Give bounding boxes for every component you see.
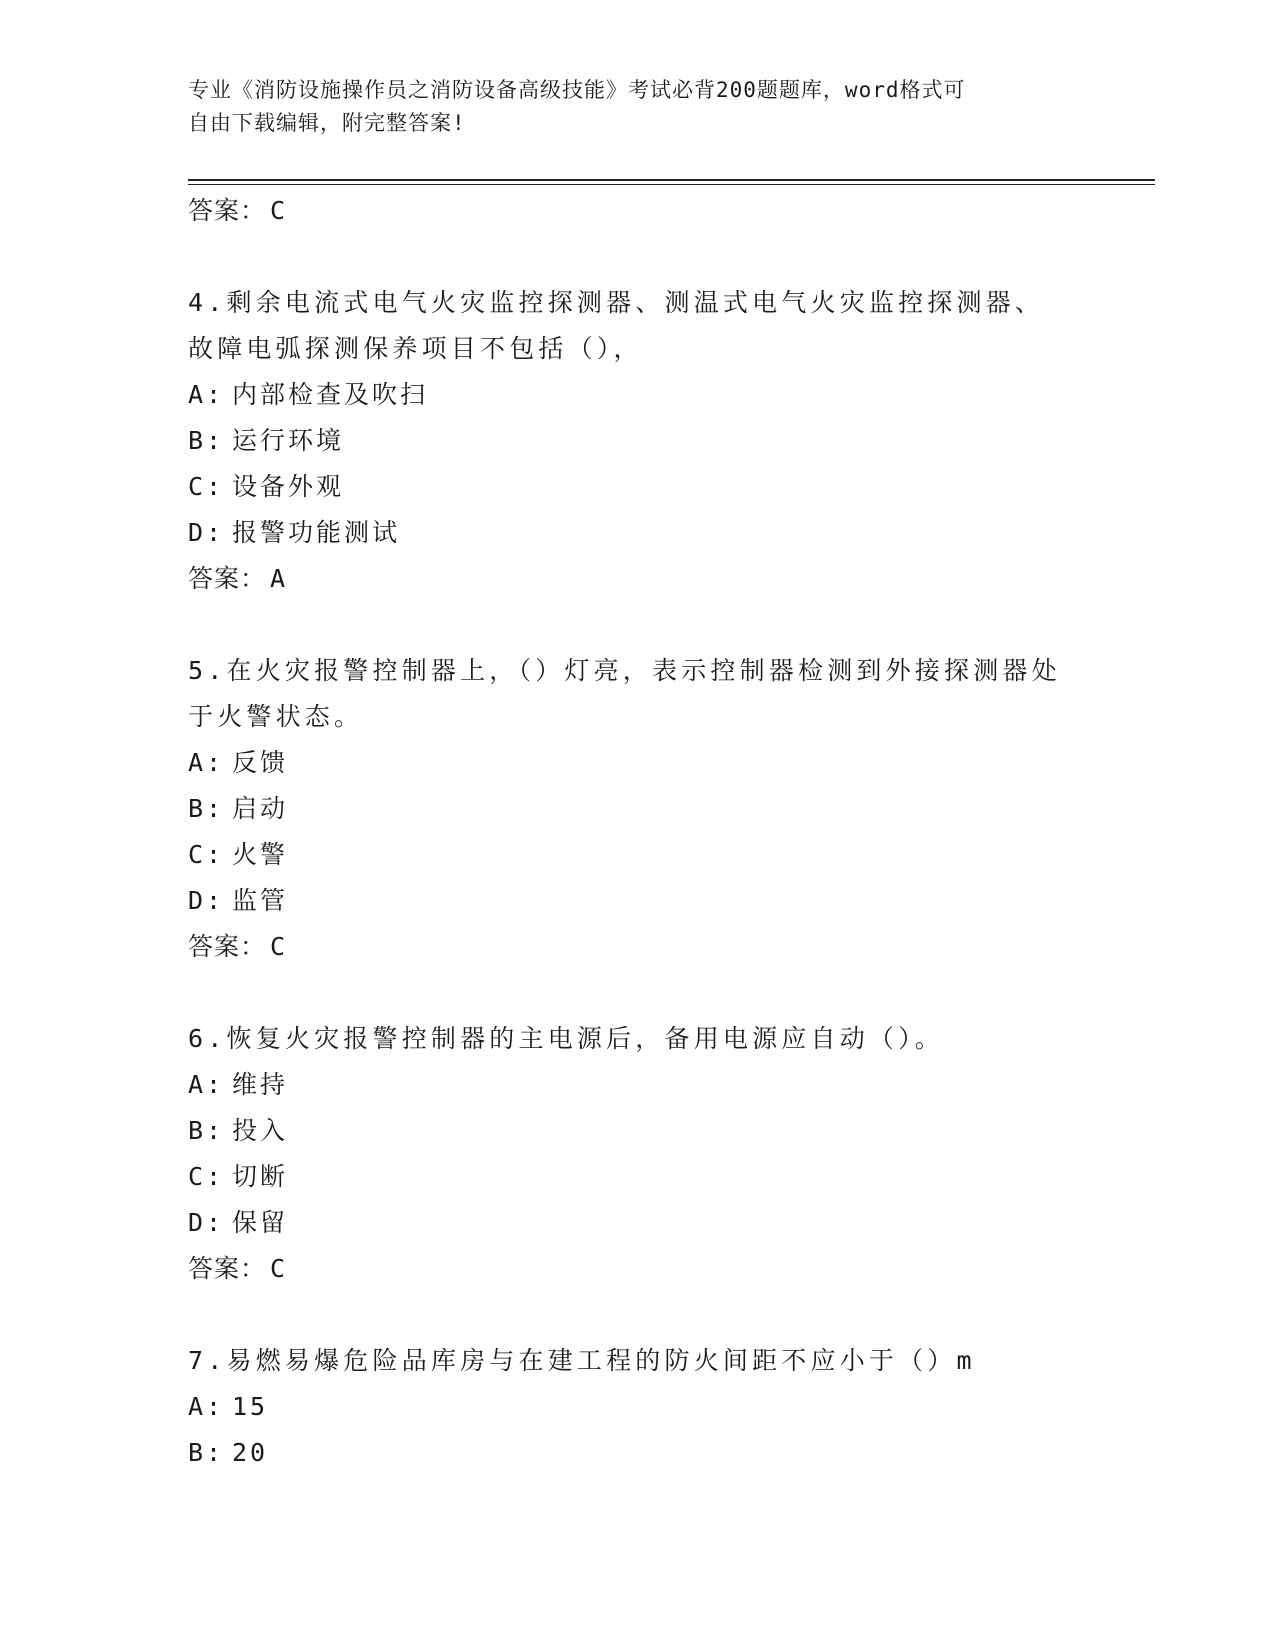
option-b [188,418,1088,464]
answer-label: 答案： [188,564,267,593]
question-7 [188,1338,1088,1476]
header-divider-thick [188,179,1155,181]
option-key: C: [188,840,225,869]
header-divider-thin [188,184,1155,185]
option-text: 反馈 [232,748,289,777]
option-d [188,510,1088,556]
answer-line [188,188,1088,234]
option-text: 火警 [232,840,289,869]
option-text: 内部检查及吹扫 [232,380,429,409]
option-a [188,372,1088,418]
option-key: D: [188,886,225,915]
option-key: A: [188,1392,225,1421]
option-key: B: [188,426,225,455]
question-6 [188,1016,1088,1292]
option-key: B: [188,1438,225,1467]
option-a [188,1384,1088,1430]
option-d [188,1200,1088,1246]
option-key: D: [188,1208,225,1237]
option-key: C: [188,1162,225,1191]
question-stem: 7.易燃易爆危险品库房与在建工程的防火间距不应小于（）m [188,1346,976,1375]
answer-label: 答案： [188,1254,267,1283]
answer-value: C [270,1254,287,1283]
question-stem: 6.恢复火灾报警控制器的主电源后，备用电源应自动（）。 [188,1024,945,1053]
option-text: 投入 [232,1116,289,1145]
answer-label: 答案： [188,196,267,225]
option-text: 保留 [232,1208,289,1237]
option-d [188,878,1088,924]
option-a [188,740,1088,786]
option-c [188,464,1088,510]
option-text: 维持 [232,1070,289,1099]
option-b [188,1430,1088,1476]
answer-line [188,556,1088,602]
option-key: C: [188,472,225,501]
option-text: 运行环境 [232,426,345,455]
question-list [188,188,1088,1476]
spacer [188,602,1088,648]
question-5 [188,648,1088,970]
header-line-2: 自由下载编辑，附完整答案! [188,111,466,135]
option-key: A: [188,748,225,777]
spacer [188,234,1088,280]
option-key: A: [188,380,225,409]
answer-line [188,1246,1088,1292]
spacer [188,970,1088,1016]
option-key: A: [188,1070,225,1099]
option-key: B: [188,794,225,823]
option-text: 切断 [232,1162,289,1191]
option-b [188,786,1088,832]
option-key: D: [188,518,225,547]
question-4 [188,280,1088,602]
answer-value: C [270,932,287,961]
option-c [188,1154,1088,1200]
option-c [188,832,1088,878]
header-line-1: 专业《消防设施操作员之消防设备高级技能》考试必背200题题库，word格式可 [188,78,966,102]
answer-value: A [270,564,287,593]
question-stem: 4.剩余电流式电气火灾监控探测器、测温式电气火灾监控探测器、故障电弧探测保养项目不包括（）， [188,288,1045,363]
spacer [188,1292,1088,1338]
answer-label: 答案： [188,932,267,961]
option-text: 启动 [232,794,289,823]
option-text: 20 [232,1438,269,1467]
answer-value: C [270,196,287,225]
document-header [188,74,1068,140]
option-text: 报警功能测试 [232,518,401,547]
option-a [188,1062,1088,1108]
option-text: 设备外观 [232,472,345,501]
option-key: B: [188,1116,225,1145]
answer-line [188,924,1088,970]
option-b [188,1108,1088,1154]
question-stem: 5.在火灾报警控制器上，（）灯亮，表示控制器检测到外接探测器处于火警状态。 [188,656,1061,731]
option-text: 监管 [232,886,289,915]
option-text: 15 [232,1392,269,1421]
